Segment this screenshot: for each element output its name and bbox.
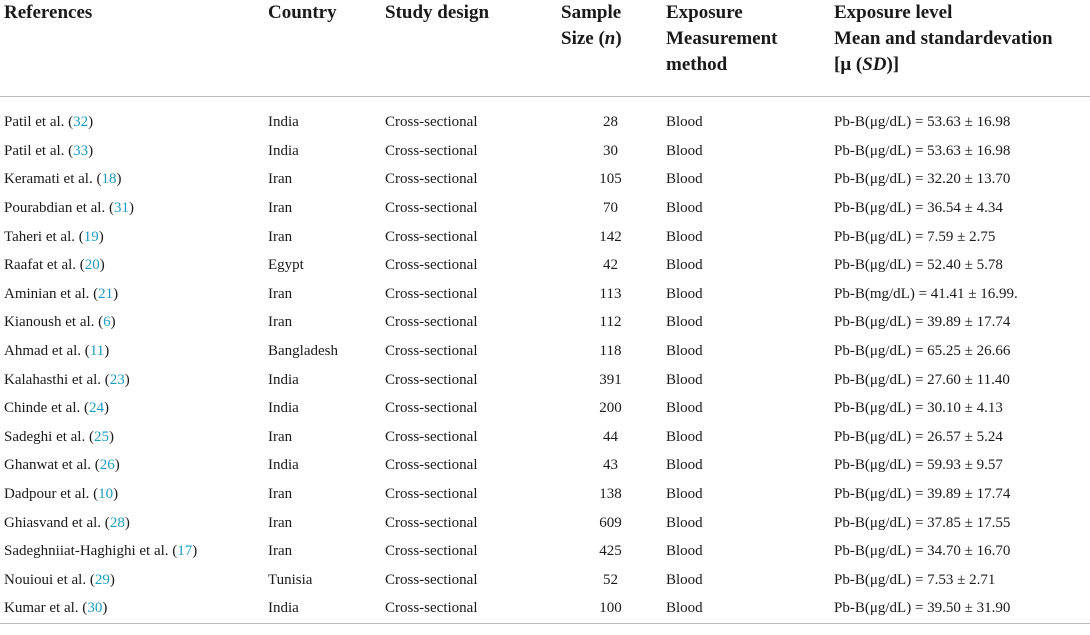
cell-reference: Sadeghi et al. (25): [4, 428, 114, 445]
citation-link[interactable]: 25: [93, 428, 109, 445]
cell-study-design: Cross-sectional: [385, 114, 478, 131]
citation-link[interactable]: 26: [99, 457, 115, 474]
cell-exposure-method: Blood: [666, 314, 703, 331]
cell-exposure-method: Blood: [666, 114, 703, 131]
citation-link[interactable]: 33: [73, 142, 89, 159]
header-sample-size: Sample Size (n): [555, 0, 666, 96]
table-row: [0, 394, 1090, 423]
cell-study-design: Cross-sectional: [385, 514, 478, 531]
cell-sample-size: 42: [603, 257, 618, 274]
cell-exposure-level: Pb-B(μg/dL) = 37.85 ± 17.55: [834, 514, 1011, 531]
cell-reference: Raafat et al. (20): [4, 257, 105, 274]
cell-exposure-method: Blood: [666, 543, 703, 560]
cell-exposure-method: Blood: [666, 171, 703, 188]
table-row: [0, 309, 1090, 338]
cell-exposure-method: Blood: [666, 571, 703, 588]
cell-sample-size: 391: [599, 371, 622, 388]
cell-exposure-level: Pb-B(μg/dL) = 39.89 ± 17.74: [834, 314, 1011, 331]
cell-exposure-method: Blood: [666, 400, 703, 417]
cell-sample-size: 70: [603, 200, 618, 217]
citation-link[interactable]: 31: [113, 200, 129, 217]
table-row: [0, 137, 1090, 166]
cell-country: Iran: [268, 171, 293, 188]
table-row: [0, 96, 1090, 137]
cell-exposure-level: Pb-B(μg/dL) = 34.70 ± 16.70: [834, 543, 1011, 560]
citation-link[interactable]: 23: [109, 371, 125, 388]
citation-link[interactable]: 21: [98, 285, 114, 302]
table-row: [0, 509, 1090, 538]
cell-exposure-method: Blood: [666, 514, 703, 531]
citation-link[interactable]: 28: [109, 514, 125, 531]
table-row: [0, 366, 1090, 395]
cell-study-design: Cross-sectional: [385, 371, 478, 388]
cell-sample-size: 118: [599, 343, 622, 360]
cell-exposure-level: Pb-B(μg/dL) = 27.60 ± 11.40: [834, 371, 1010, 388]
citation-link[interactable]: 18: [101, 171, 117, 188]
header-study-design: Study design: [385, 0, 555, 96]
cell-study-design: Cross-sectional: [385, 314, 478, 331]
cell-exposure-method: Blood: [666, 428, 703, 445]
table-row: [0, 480, 1090, 509]
cell-sample-size: 200: [599, 400, 622, 417]
cell-country: Egypt: [268, 257, 304, 274]
cell-sample-size: 142: [599, 228, 622, 245]
citation-link[interactable]: 30: [87, 600, 103, 617]
cell-exposure-method: Blood: [666, 228, 703, 245]
table-row: [0, 452, 1090, 481]
cell-exposure-level: Pb-B(μg/dL) = 36.54 ± 4.34: [834, 200, 1003, 217]
cell-country: Iran: [268, 428, 293, 445]
cell-sample-size: 425: [599, 543, 622, 560]
cell-exposure-level: Pb-B(μg/dL) = 39.50 ± 31.90: [834, 595, 1090, 624]
cell-sample-size: 609: [599, 514, 622, 531]
table-body: [0, 96, 1090, 624]
cell-exposure-method: Blood: [666, 371, 703, 388]
cell-exposure-level: Pb-B(μg/dL) = 30.10 ± 4.13: [834, 400, 1003, 417]
cell-country: India: [268, 400, 299, 417]
cell-reference: Keramati et al. (18): [4, 171, 122, 188]
cell-reference: Chinde et al. (24): [4, 400, 109, 417]
cell-country: Bangladesh: [268, 343, 338, 360]
cell-reference: Patil et al. (32): [4, 114, 94, 131]
cell-sample-size: 44: [603, 428, 618, 445]
cell-reference: Nouioui et al. (29): [4, 571, 115, 588]
cell-exposure-method: Blood: [666, 457, 703, 474]
citation-link[interactable]: 19: [83, 228, 99, 245]
header-country: Country: [268, 0, 385, 96]
cell-study-design: Cross-sectional: [385, 200, 478, 217]
cell-exposure-method: Blood: [666, 595, 834, 624]
cell-country: Iran: [268, 228, 293, 245]
cell-sample-size: 28: [603, 114, 618, 131]
cell-study-design: Cross-sectional: [385, 486, 478, 503]
cell-reference: Ahmad et al. (11): [4, 343, 110, 360]
table-row: [0, 166, 1090, 195]
cell-study-design: Cross-sectional: [385, 571, 478, 588]
cell-study-design: Cross-sectional: [385, 457, 478, 474]
cell-study-design: Cross-sectional: [385, 285, 478, 302]
table-row: [0, 423, 1090, 452]
cell-study-design: Cross-sectional: [385, 595, 555, 624]
cell-sample-size: 43: [603, 457, 618, 474]
cell-exposure-level: Pb-B(μg/dL) = 7.59 ± 2.75: [834, 228, 996, 245]
cell-reference: Pourabdian et al. (31): [4, 200, 134, 217]
cell-exposure-level: Pb-B(μg/dL) = 65.25 ± 26.66: [834, 343, 1011, 360]
cell-study-design: Cross-sectional: [385, 257, 478, 274]
cell-country: Iran: [268, 514, 293, 531]
table-row: [0, 537, 1090, 566]
cell-study-design: Cross-sectional: [385, 400, 478, 417]
cell-sample-size: 105: [599, 171, 622, 188]
cell-exposure-method: Blood: [666, 285, 703, 302]
cell-exposure-level: Pb-B(μg/dL) = 53.63 ± 16.98: [834, 142, 1011, 159]
cell-reference: Kumar et al. (30): [0, 595, 268, 624]
cell-exposure-level: Pb-B(μg/dL) = 26.57 ± 5.24: [834, 428, 1003, 445]
cell-study-design: Cross-sectional: [385, 228, 478, 245]
cell-exposure-level: Pb-B(μg/dL) = 59.93 ± 9.57: [834, 457, 1003, 474]
table-row: [0, 280, 1090, 309]
cell-reference: Kalahasthi et al. (23): [4, 371, 130, 388]
cell-reference: Patil et al. (33): [4, 142, 94, 159]
header-references: References: [0, 0, 268, 96]
header-exposure-method: Exposure Measurement method: [666, 0, 834, 96]
citation-link[interactable]: 6: [103, 314, 111, 331]
cell-exposure-method: Blood: [666, 142, 703, 159]
cell-sample-size: 100: [555, 595, 666, 624]
cell-reference: Taheri et al. (19): [4, 228, 104, 245]
cell-country: Iran: [268, 200, 293, 217]
cell-exposure-method: Blood: [666, 486, 703, 503]
cell-country: Tunisia: [268, 571, 313, 588]
cell-sample-size: 52: [603, 571, 618, 588]
cell-reference: Sadeghniiat-Haghighi et al. (17): [4, 543, 198, 560]
table-row: [0, 251, 1090, 280]
cell-country: India: [268, 142, 299, 159]
cell-exposure-level: Pb-B(μg/dL) = 32.20 ± 13.70: [834, 171, 1011, 188]
header-row: [0, 0, 1090, 96]
cell-reference: Dadpour et al. (10): [4, 486, 119, 503]
cell-exposure-method: Blood: [666, 343, 703, 360]
cell-country: India: [268, 114, 299, 131]
cell-study-design: Cross-sectional: [385, 171, 478, 188]
cell-exposure-method: Blood: [666, 257, 703, 274]
cell-country: Iran: [268, 285, 293, 302]
citation-link[interactable]: 10: [98, 486, 114, 503]
cell-reference: Ghanwat et al. (26): [4, 457, 120, 474]
table-row: [0, 194, 1090, 223]
cell-exposure-level: Pb-B(mg/dL) = 41.41 ± 16.99.: [834, 285, 1018, 302]
cell-country: Iran: [268, 314, 293, 331]
cell-country: Iran: [268, 486, 293, 503]
cell-sample-size: 30: [603, 142, 618, 159]
cell-reference: Aminian et al. (21): [4, 285, 119, 302]
header-exposure-level: Exposure level Mean and standardevation [μ (SD)]: [834, 0, 1090, 96]
cell-country: India: [268, 457, 299, 474]
cell-sample-size: 138: [599, 486, 622, 503]
cell-exposure-level: Pb-B(μg/dL) = 7.53 ± 2.71: [834, 571, 996, 588]
cell-study-design: Cross-sectional: [385, 343, 478, 360]
cell-study-design: Cross-sectional: [385, 142, 478, 159]
table-row: [0, 337, 1090, 366]
cell-sample-size: 112: [599, 314, 622, 331]
citation-link[interactable]: 29: [94, 571, 110, 588]
cell-country: India: [268, 595, 385, 624]
citation-link[interactable]: 17: [177, 543, 193, 560]
citation-link[interactable]: 20: [84, 257, 100, 274]
cell-exposure-level: Pb-B(μg/dL) = 39.89 ± 17.74: [834, 486, 1011, 503]
table-row: [0, 223, 1090, 252]
cell-exposure-level: Pb-B(μg/dL) = 53.63 ± 16.98: [834, 114, 1011, 131]
cell-exposure-level: Pb-B(μg/dL) = 52.40 ± 5.78: [834, 257, 1003, 274]
citation-link[interactable]: 24: [88, 400, 104, 417]
cell-reference: Kianoush et al. (6): [4, 314, 116, 331]
cell-study-design: Cross-sectional: [385, 543, 478, 560]
citation-link[interactable]: 32: [73, 114, 89, 131]
cell-country: Iran: [268, 543, 293, 560]
table-row: [0, 566, 1090, 595]
citation-link[interactable]: 11: [89, 343, 105, 360]
cell-sample-size: 113: [599, 285, 622, 302]
cell-reference: Ghiasvand et al. (28): [4, 514, 130, 531]
cell-study-design: Cross-sectional: [385, 428, 478, 445]
cell-country: India: [268, 371, 299, 388]
cell-exposure-method: Blood: [666, 200, 703, 217]
table-row: [0, 595, 1090, 624]
